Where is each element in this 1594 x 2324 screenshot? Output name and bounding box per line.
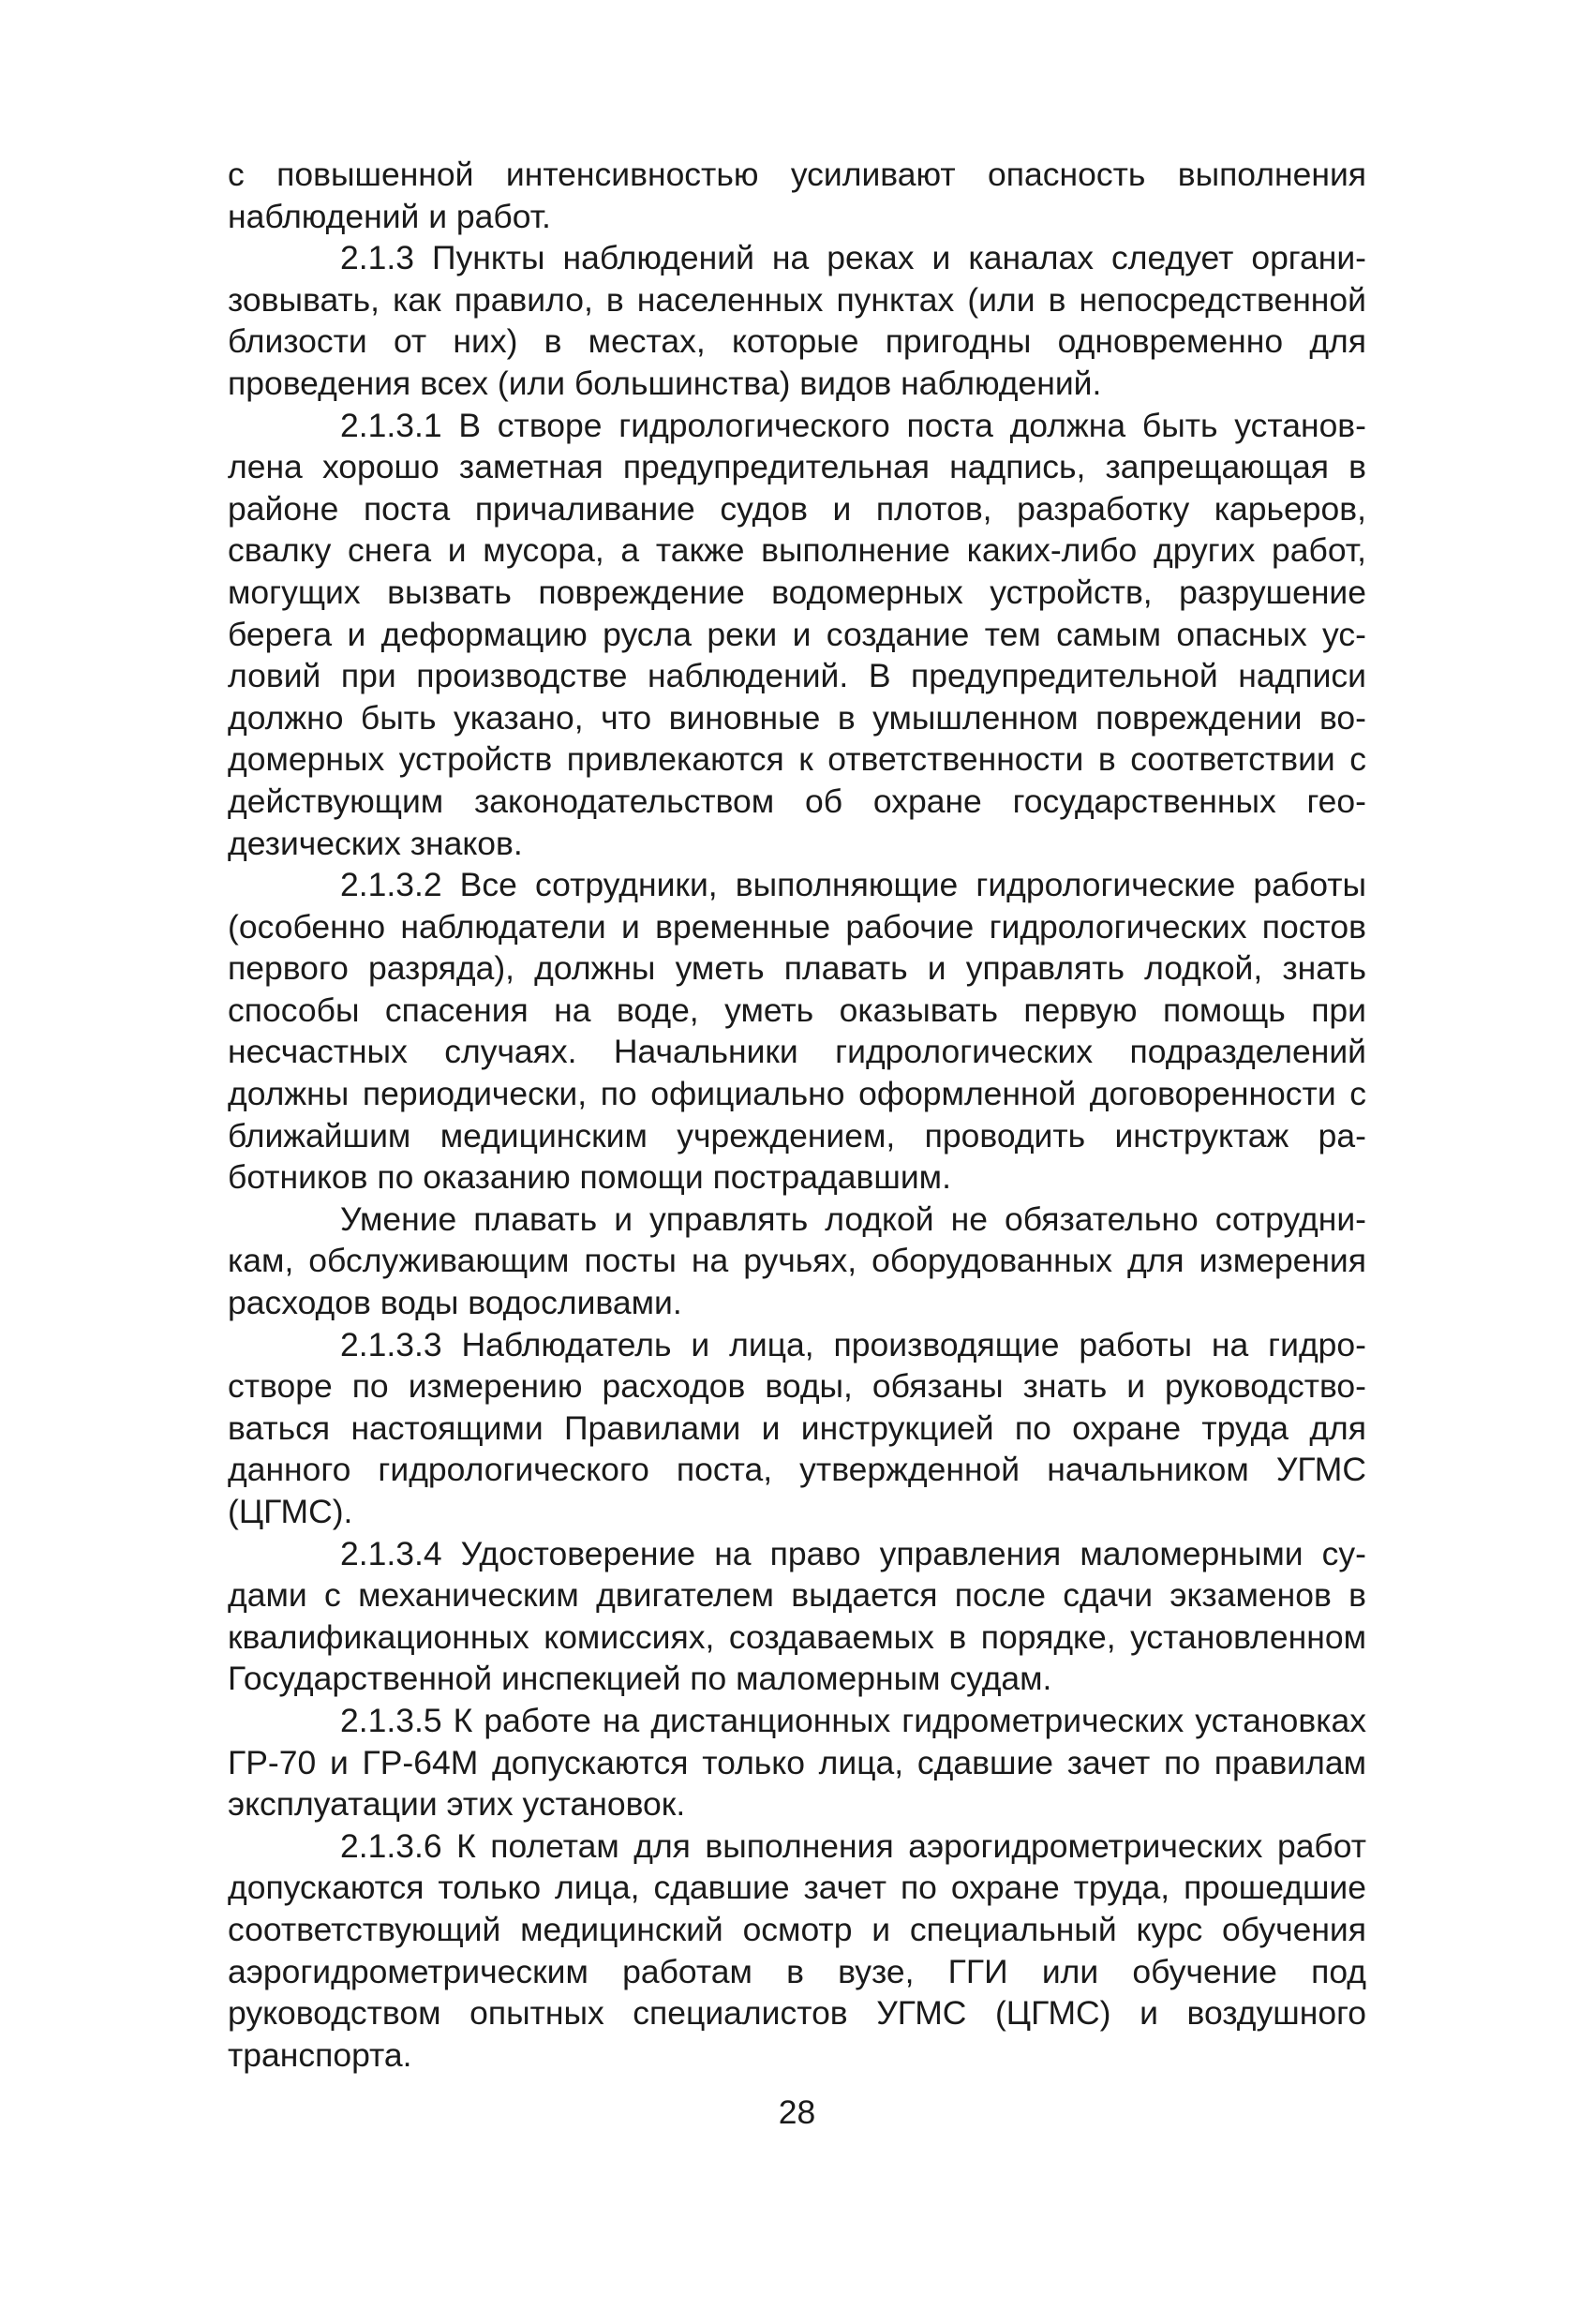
paragraph-2-1-3: 2.1.3 Пункты наблюдений на реках и каналах следует организовывать, как правило, в населенных пунктах (или в непосредственной близости от них) в местах, которые пригодны одновременно для проведения всех (или большинства) видов наблюдений. bbox=[228, 239, 1366, 402]
paragraph-2-1-3-6: 2.1.3.6 К полетам для выполнения аэрогидрометрических работ допускаются только лица, сдавшие зачет по охране труда, прошедшие соответствующий медицинский осмотр и специальный курс обучения аэрогидрометрическим работам в вузе, ГГИ или обучение под руководством опытных специалистов УГМС (ЦГМС) и воздушного транспорта. bbox=[228, 1826, 1366, 2074]
paragraph-2-1-3-5: 2.1.3.5 К работе на дистанционных гидрометрических установках ГР-70 и ГР-64М допускаются только лица, сдавшие зачет по правилам эксплуатации этих установок. bbox=[228, 1701, 1366, 1824]
paragraph-2-1-3-4: 2.1.3.4 Удостоверение на право управления маломерными судами с механическим двигателем выдается после сдачи экзаменов в квалификационных комиссиях, создаваемых в порядке, установленном Государственной инспекцией по маломерным судам. bbox=[228, 1534, 1366, 1698]
paragraph-2-1-3-2: 2.1.3.2 Все сотрудники, выполняющие гидрологические работы (особенно наблюдатели и временные рабочие гидрологических постов первого разряда), должны уметь плавать и управлять лодкой, знать способы спасения на воде, уметь оказывать первую помощь при несчастных случаях. Начальники гидрологических подразделений должны периодически, по официально оформленной договоренности с ближайшим медицинским учреждением, проводить инструктаж работников по оказанию помощи пострадавшим. bbox=[228, 866, 1366, 1197]
paragraph-continuation: с повышенной интенсивностью усиливают опасность выполнения наблюдений и работ. bbox=[228, 156, 1366, 235]
paragraph-2-1-3-1: 2.1.3.1 В створе гидрологического поста должна быть установлена хорошо заметная предупредительная надпись, запрещающая в районе поста причаливание судов и плотов, разработку карьеров, свалку снега и мусора, а также выполнение каких-либо других работ, могущих вызвать повреждение водомерных устройств, разрушение берега и деформацию русла реки и создание тем самым опасных условий при производстве наблюдений. В предупредительной надписи должно быть указано, что виновные в умышленном повреждении водомерных устройств привлекаются к ответственности в соответствии с действующим законодательством об охране государственных геодезических знаков. bbox=[228, 406, 1366, 862]
paragraph-swimming-note: Умение плавать и управлять лодкой не обязательно сотрудникам, обслуживающим посты на ручьях, оборудованных для измерения расходов воды водосливами. bbox=[228, 1199, 1366, 1322]
paragraph-2-1-3-3: 2.1.3.3 Наблюдатель и лица, производящие работы на гидростворе по измерению расходов воды, обязаны знать и руководствоваться настоящими Правилами и инструкцией по охране труда для данного гидрологического поста, утвержденной начальником УГМС (ЦГМС). bbox=[228, 1325, 1366, 1530]
body-text bbox=[228, 154, 1366, 2076]
page-number: 28 bbox=[778, 2093, 816, 2131]
